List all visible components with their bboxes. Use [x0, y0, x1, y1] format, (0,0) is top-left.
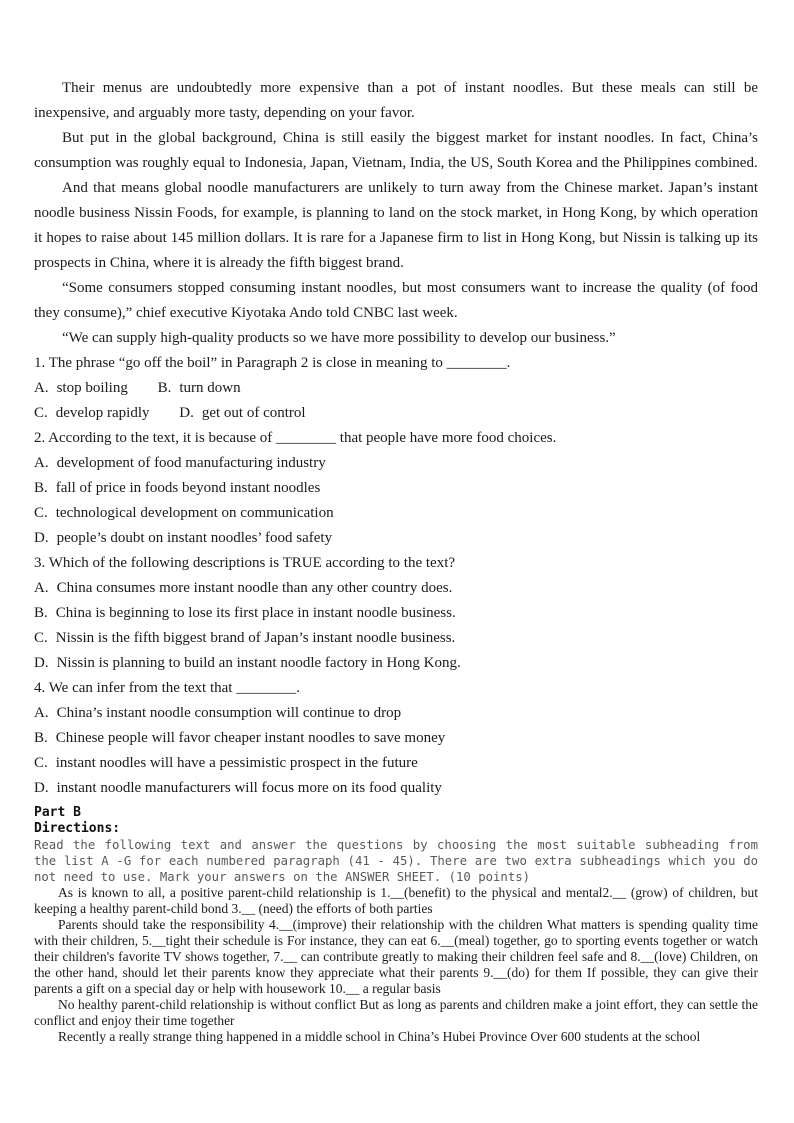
question-stem: 2. According to the text, it is because of ________ that people have more food choices. — [34, 430, 557, 446]
directions-label: Directions: — [34, 821, 121, 836]
question-stem: 1. The phrase “go off the boil” in Paragraph 2 is close in meaning to ________. — [34, 355, 511, 371]
option-row — [34, 401, 758, 426]
question-4 — [34, 676, 758, 801]
answer-option-d — [34, 526, 332, 551]
option-row — [34, 626, 758, 651]
question-1 — [34, 351, 758, 426]
option-text: get out of control — [201, 405, 306, 421]
option-text: China’s instant noodle consumption will continue to drop — [56, 705, 402, 721]
option-letter: D. — [179, 405, 194, 421]
option-row — [34, 751, 758, 776]
passage-paragraph: “We can supply high-quality products so we have more possibility to develop our business.” — [62, 330, 616, 346]
option-text: China is beginning to lose its first place in instant noodle business. — [55, 605, 456, 621]
option-letter: A. — [34, 580, 49, 596]
option-row — [34, 651, 758, 676]
option-letter: A. — [34, 380, 49, 396]
answer-option-c — [34, 401, 150, 426]
option-row — [34, 501, 758, 526]
option-row — [34, 601, 758, 626]
answer-option-b — [34, 601, 456, 626]
answer-option-a — [34, 701, 401, 726]
option-row — [34, 701, 758, 726]
option-letter: A. — [34, 705, 49, 721]
answer-option-d — [179, 401, 305, 426]
option-text: development of food manufacturing industry — [56, 455, 326, 471]
option-text: people’s doubt on instant noodles’ food safety — [56, 530, 333, 546]
option-letter: B. — [34, 480, 48, 496]
answer-option-b — [158, 376, 241, 401]
option-letter: A. — [34, 455, 49, 471]
part-b-paragraph: Parents should take the responsibility 4.__(improve) their relationship with the children What matters is spending quality time with their children, 5.__tight their schedule is For instance, they can eat 6.__(meal) together, go to sporting events together or watch their children's favorite TV shows together, 7.__ can contribute greatly to making their children feel safe and 8.__(love) Children, on the other hand, should let their parents know they appreciate what their parents 9.__(do) for them If possible, they can give their parents a gift on a special day or help with housework 10.__ a regular basis — [34, 917, 758, 996]
option-text: fall of price in foods beyond instant noodles — [55, 480, 321, 496]
answer-option-c — [34, 501, 334, 526]
answer-option-b — [34, 726, 445, 751]
question-stem: 4. We can infer from the text that ________. — [34, 680, 300, 696]
option-letter: B. — [34, 605, 48, 621]
answer-option-a — [34, 576, 452, 601]
option-text: Nissin is the fifth biggest brand of Japan’s instant noodle business. — [55, 630, 456, 646]
part-b-paragraph: Recently a really strange thing happened in a middle school in China’s Hubei Province Over 600 students at the school — [58, 1029, 701, 1044]
passage-paragraph: And that means global noodle manufacturers are unlikely to turn away from the Chinese market. Japan’s instant noodle business Nissin Foods, for example, is planning to land on the stock market, in Hong Kong, by which operation it hopes to raise about 145 million dollars. It is rare for a Japanese firm to list in Hong Kong, but Nissin is talking up its prospects in China, where it is already the fifth biggest brand. — [34, 180, 758, 271]
option-text: instant noodle manufacturers will focus more on its food quality — [56, 780, 442, 796]
option-letter: D. — [34, 655, 49, 671]
option-letter: B. — [157, 380, 172, 396]
question-stem: 3. Which of the following descriptions is TRUE according to the text? — [34, 555, 456, 571]
passage-paragraph: “Some consumers stopped consuming instant noodles, but most consumers want to increase the quality (of food they consume),” chief executive Kiyotaka Ando told CNBC last week. — [34, 280, 758, 321]
option-letter: D. — [34, 780, 49, 796]
option-row — [34, 526, 758, 551]
option-letter: C. — [34, 755, 48, 771]
reading-passage-section — [34, 76, 758, 801]
passage-paragraph: Their menus are undoubtedly more expensive than a pot of instant noodles. But these meals can still be inexpensive, and arguably more tasty, depending on your favor. — [34, 80, 758, 121]
directions-text: Read the following text and answer the questions by choosing the most suitable subheading from the list A -G for each numbered paragraph (41 - 45). There are two extra subheadings which you do not need to use. Mark your answers on the ANSWER SHEET. (10 points) — [34, 838, 758, 884]
answer-option-c — [34, 751, 418, 776]
option-text: Nissin is planning to build an instant noodle factory in Hong Kong. — [56, 655, 461, 671]
option-row — [34, 376, 758, 401]
answer-option-d — [34, 776, 442, 801]
part-b-title: Part B — [34, 805, 81, 820]
question-3 — [34, 551, 758, 676]
answer-option-a — [34, 376, 128, 401]
answer-option-a — [34, 451, 326, 476]
part-b-paragraph: As is known to all, a positive parent-child relationship is 1.__(benefit) to the physical and mental2.__ (grow) of children, but keeping a healthy parent-child bond 3.__ (need) the efforts of both parties — [34, 885, 758, 916]
passage-paragraph: But put in the global background, China is still easily the biggest market for instant noodles. In fact, China’s consumption was roughly equal to Indonesia, Japan, Vietnam, India, the US, South Korea and the Philippines combined. — [34, 130, 758, 171]
option-letter: C. — [34, 405, 48, 421]
option-text: develop rapidly — [55, 405, 150, 421]
option-letter: C. — [34, 630, 48, 646]
option-row — [34, 476, 758, 501]
answer-option-d — [34, 651, 461, 676]
option-text: instant noodles will have a pessimistic prospect in the future — [55, 755, 418, 771]
option-row — [34, 451, 758, 476]
answer-option-c — [34, 626, 455, 651]
part-b-section — [34, 805, 758, 1045]
option-text: Chinese people will favor cheaper instant noodles to save money — [55, 730, 446, 746]
option-text: China consumes more instant noodle than any other country does. — [56, 580, 453, 596]
option-row — [34, 726, 758, 751]
question-2 — [34, 426, 758, 551]
option-letter: D. — [34, 530, 49, 546]
option-letter: C. — [34, 505, 48, 521]
answer-option-b — [34, 476, 320, 501]
part-b-paragraph: No healthy parent-child relationship is without conflict But as long as parents and children make a joint effort, they can settle the conflict and enjoy their time together — [34, 997, 758, 1028]
option-row — [34, 576, 758, 601]
option-text: turn down — [179, 380, 241, 396]
option-text: technological development on communication — [55, 505, 334, 521]
option-row — [34, 776, 758, 801]
option-text: stop boiling — [56, 380, 128, 396]
option-letter: B. — [34, 730, 48, 746]
